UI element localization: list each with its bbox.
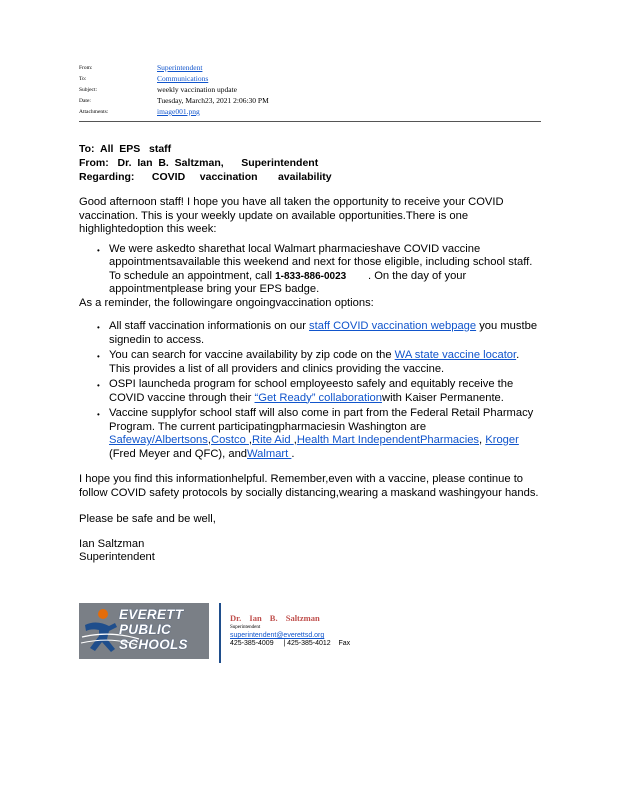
header-subject-row <box>79 84 541 95</box>
list-item: • We were askedto sharethat local Walmart pharmacieshave COVID vaccine appointmentsavailable this weekend and next for those eligible, including school staff. To schedule an appointment, call 1-833-886-0023 . On the day of your appointmentplease bring your EPS badge. <box>97 242 533 295</box>
memo-to: To: All EPS staff <box>79 143 172 155</box>
attachments-label: Attachments: <box>79 108 109 115</box>
memo-regarding: Regarding: COVID vaccination availability <box>79 171 332 183</box>
memo-block <box>79 142 539 184</box>
wa-vaccine-locator-link[interactable]: WA state vaccine locator <box>394 349 517 361</box>
email-signature <box>79 603 379 663</box>
date-value: Tuesday, March23, 2021 2:06:30 PM <box>157 96 269 105</box>
signoff-title: Superintendent <box>79 551 155 563</box>
bullet-icon: • <box>97 245 100 255</box>
farewell-line: Please be safe and be well, <box>79 513 216 525</box>
from-link[interactable]: Superintendent <box>157 63 203 72</box>
list-item: • All staff vaccination informationis on our staff COVID vaccination webpage you mustbe signedin to access. <box>97 320 538 346</box>
to-label: To: <box>79 75 87 82</box>
safeway-albertsons-link[interactable]: Safeway/Albertsons <box>109 434 208 446</box>
memo-from: From: Dr. Ian B. Saltzman, Superintendent <box>79 157 319 169</box>
everett-public-schools-logo <box>79 603 209 659</box>
signature-phone: 425-385-4009 | 425-385-4012 Fax <box>230 640 351 647</box>
attachment-link[interactable]: image001.png <box>157 107 200 116</box>
header-divider <box>79 121 541 122</box>
bullet-icon: • <box>97 410 100 419</box>
get-ready-collaboration-link[interactable]: “Get Ready” collaboration <box>254 391 382 404</box>
signature-info <box>230 613 390 647</box>
walmart-link[interactable]: Walmart <box>247 447 292 460</box>
walmart-phone: 1-833-886-0023 <box>275 270 347 282</box>
header-from-row <box>79 62 541 73</box>
subject-value: weekly vaccination update <box>157 85 237 94</box>
header-to-row <box>79 73 541 84</box>
header-date-row <box>79 95 541 106</box>
closing-paragraph: I hope you find this informationhelpful. Remember,even with a vaccine, please continue to follow COVID safety protocols by socially distancing,wearing a maskand washingyour hands. <box>79 473 539 499</box>
signature-title: Superintendent <box>230 625 261 630</box>
signature-name: Dr. Ian B. Saltzman <box>230 613 320 623</box>
subject-label: Subject: <box>79 86 98 93</box>
signoff-name: Ian Saltzman <box>79 537 145 550</box>
logo-wordmark: EVERETT PUBLIC SCHOOLS <box>119 607 188 652</box>
email-body <box>79 196 539 565</box>
header-attachments-row <box>79 106 541 117</box>
rite-aid-link[interactable]: Rite Aid <box>252 434 294 446</box>
staff-vaccination-webpage-link[interactable]: staff COVID vaccination webpage <box>309 320 477 332</box>
signature-email-link[interactable]: superintendent@everettsd.org <box>230 632 325 639</box>
email-header <box>79 62 541 117</box>
bullet-icon: • <box>97 381 100 390</box>
intro-paragraph: Good afternoon staff! I hope you have all taken the opportunity to receive your COVID vaccination. This is your weekly update on available opportunities.There is one highlightedoption this week: <box>79 196 504 235</box>
date-label: Date: <box>79 97 91 104</box>
costco-link[interactable]: Costco <box>210 434 249 446</box>
bullet-icon: • <box>97 352 100 361</box>
kroger-link[interactable]: Kroger <box>485 434 519 446</box>
list-item: • You can search for vaccine availability by zip code on the WA state vaccine locator. This provides a list of all providers and clinics providing the vaccine. <box>97 349 520 375</box>
options-list <box>79 320 539 461</box>
list-item: • OSPI launcheda program for school employeesto safely and equitably receive the COVID vaccine through their “Get Ready” collaborationwith Kaiser Permanente. <box>97 378 514 404</box>
list-item: • Vaccine supplyfor school staff will also come in part from the Federal Retail Pharmacy Program. The current participatingpharmaciesin Washington are Safeway/Albertsons,Costco ,Rite Aid ,Health Mart IndependentPharmacies, Kroger (Fred Meyer and QFC), andWalmart . <box>97 407 534 460</box>
signature-divider <box>219 603 221 663</box>
highlight-list <box>79 243 539 297</box>
to-link[interactable]: Communications <box>157 74 209 83</box>
bullet-icon: • <box>97 323 100 332</box>
from-label: From: <box>79 64 93 71</box>
health-mart-link[interactable]: Health Mart IndependentPharmacies <box>296 434 480 446</box>
reminder-line: As a reminder, the followingare ongoingvaccination options: <box>79 296 374 309</box>
